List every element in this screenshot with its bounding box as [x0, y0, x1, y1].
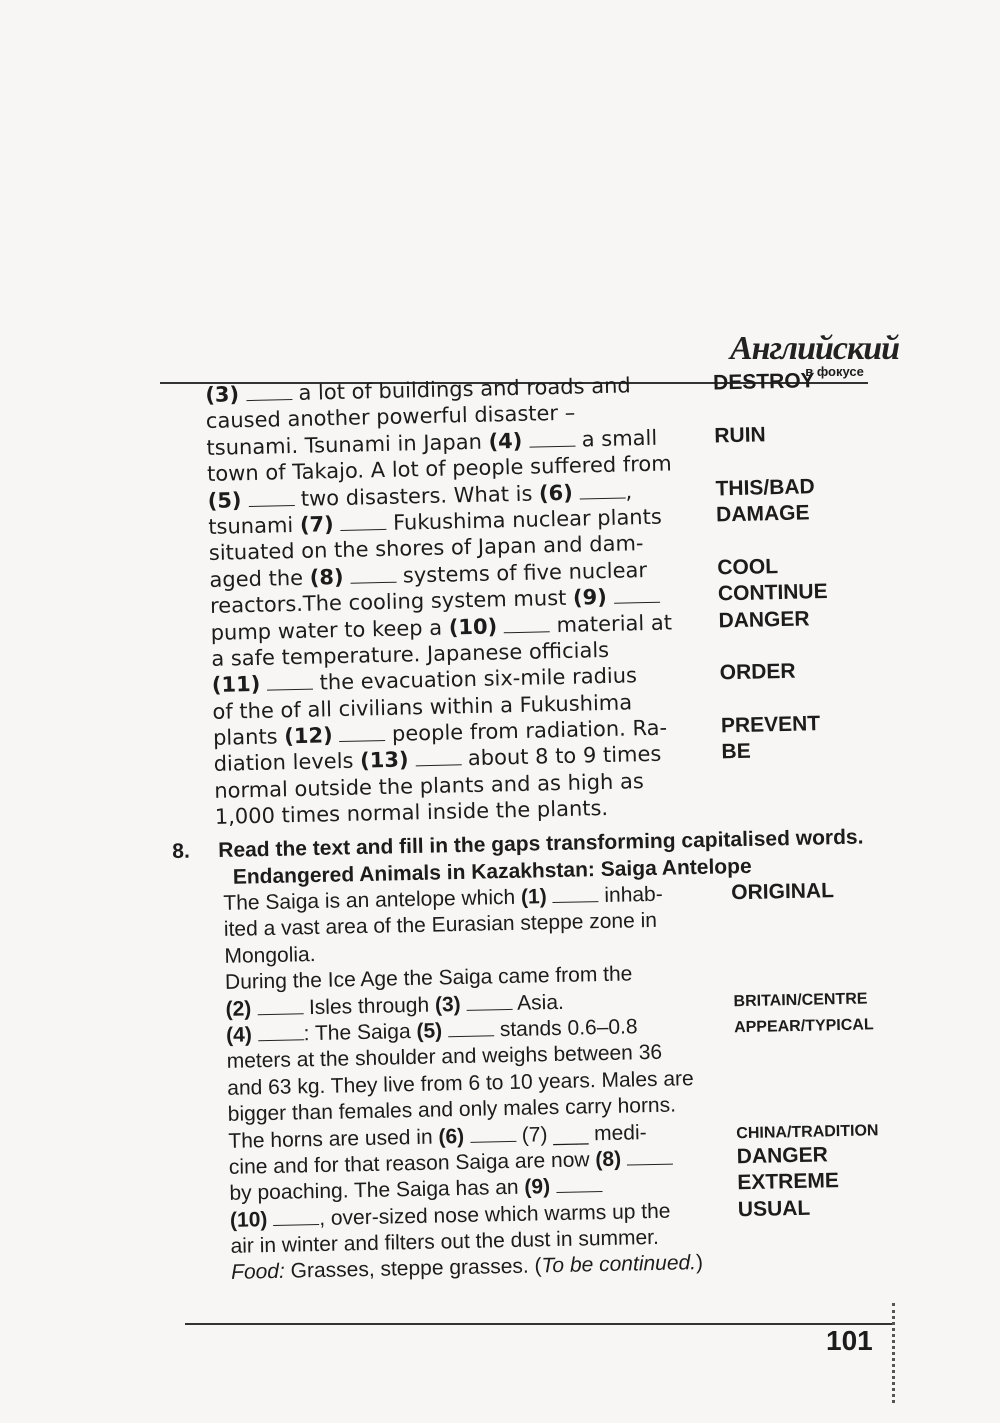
line-segment: Mongolia. [224, 942, 316, 968]
keyword-capitalised: BE [721, 740, 751, 764]
line-segment: meters at the shoulder and weighs between 36 [226, 1041, 663, 1074]
line-segment: reactors.The cooling system must [209, 585, 574, 619]
gap-number: (4) [488, 428, 523, 454]
keyword-capitalised: DANGER [718, 606, 810, 632]
keyword-capitalised: EXTREME [737, 1169, 840, 1195]
line-segment: , over-sized nose which warms up the [318, 1199, 671, 1230]
gap-number: (6) [538, 480, 574, 506]
line-segment: a safe temperature. Japanese officials [211, 637, 610, 671]
blank-gap[interactable] [257, 995, 303, 1015]
text-title: Endangered Animals in Kazakhstan: Saiga Antelope [232, 854, 752, 889]
line-segment: Fukushima nuclear plants [386, 504, 663, 535]
line-segment: pump water to keep a [210, 615, 450, 645]
line-segment: cine and for that reason Saiga are now [228, 1148, 596, 1179]
line-segment: The Saiga is an antelope which [223, 885, 522, 915]
keyword-capitalised: DANGER [736, 1143, 829, 1169]
line-segment: town of Takajo. A lot of people suffered from [206, 451, 672, 487]
line-segment: , [625, 478, 633, 504]
line-segment: : The Saiga [303, 1019, 417, 1046]
page-number: 101 [826, 1325, 873, 1356]
keyword-capitalised: COOL [717, 554, 779, 580]
keyword-capitalised: DAMAGE [715, 501, 810, 527]
line-segment: tsunami [208, 512, 301, 539]
line-segment: systems of five nuclear [395, 557, 648, 588]
blank-gap[interactable] [257, 1021, 303, 1041]
gap-number: (8) [595, 1147, 622, 1172]
blank-gap[interactable] [267, 671, 313, 691]
dotted-edge [892, 1303, 899, 1403]
gap-number: (9) [524, 1175, 551, 1199]
blank-gap[interactable] [627, 1145, 673, 1165]
keyword-capitalised: ORIGINAL [731, 879, 835, 905]
line-segment: During the Ice Age the Saiga came from the [224, 962, 633, 995]
line-segment: caused another powerful disaster – [205, 401, 576, 434]
line-segment: a lot of buildings and roads and [291, 373, 631, 406]
line-segment: The horns are used in [228, 1125, 439, 1153]
keyword-capitalised: CHINA/TRADITION [736, 1121, 879, 1142]
line-segment: about 8 to 9 times [460, 742, 662, 771]
line-segment: a small [574, 425, 658, 452]
gap-number: (10) [448, 613, 498, 640]
exercise-7-text [205, 367, 855, 830]
line-segment: tsunami. Tsunami in Japan [206, 429, 489, 460]
blank-gap[interactable] [613, 584, 659, 604]
line-segment: by poaching. The Saiga has an [229, 1175, 525, 1206]
blank-gap[interactable] [273, 1206, 319, 1226]
line-segment: Asia. [512, 990, 565, 1015]
keyword-capitalised: DESTROY [712, 369, 815, 395]
instruction-text: Read the text and fill in the gaps transforming capitalised words. [218, 825, 864, 863]
line-segment: two disasters. What is [293, 481, 540, 511]
keyword-capitalised: ORDER [719, 659, 796, 685]
line-segment: ited a vast area of the Eurasian steppe zone in [223, 909, 658, 942]
line-segment: material at [549, 609, 673, 637]
food-label: Food: [230, 1260, 286, 1285]
keyword-capitalised: CONTINUE [717, 580, 828, 606]
line-segment: and 63 kg. They live from 6 to 10 years. Males are [227, 1066, 694, 1100]
gap-number: (9) [572, 585, 608, 610]
keyword-capitalised: USUAL [737, 1196, 811, 1221]
gap-number: (13) [359, 747, 409, 774]
blank-gap[interactable] [339, 722, 385, 742]
blank-gap[interactable] [350, 563, 396, 583]
line-segment: bigger than females and only males carry horns. [227, 1093, 677, 1127]
gap-number: (5) [416, 1019, 443, 1043]
blank-gap[interactable] [529, 427, 575, 447]
blank-gap[interactable] [470, 1122, 516, 1142]
gap-number: (8) [309, 564, 344, 590]
line-segment: 1,000 times normal inside the plants. [214, 796, 609, 830]
keyword-capitalised: RUIN [714, 423, 766, 448]
gap-number: (4) [225, 1023, 253, 1047]
blank-gap[interactable] [340, 511, 386, 531]
blank-gap[interactable] [579, 479, 625, 499]
blank-gap[interactable] [556, 1173, 602, 1193]
line-segment: inhab- [598, 882, 663, 908]
exercise-8 [172, 823, 907, 1288]
keyword-capitalised: BRITAIN/CENTRE [733, 990, 868, 1010]
line-segment: normal outside the plants and as high as [214, 769, 645, 803]
gap-number: (1) [520, 885, 547, 909]
gap-number: (7) [299, 512, 334, 537]
keyword-capitalised: APPEAR/TYPICAL [733, 1016, 874, 1037]
logo-subtitle: в фокусе [805, 364, 864, 379]
blank-gap[interactable] [466, 990, 512, 1010]
line-segment: Isles through [302, 993, 436, 1019]
blank-gap[interactable] [448, 1017, 494, 1037]
gap-number: (3) [434, 992, 461, 1017]
line-segment: aged the [209, 565, 310, 592]
keyword-capitalised: PREVENT [720, 712, 821, 738]
line-segment: (7) ___ medi- [515, 1120, 647, 1147]
exercise-number: 8. [172, 839, 191, 863]
food-text: Grasses, steppe grasses. ( [284, 1254, 542, 1284]
line-segment: the evacuation six-mile radius [312, 663, 638, 695]
blank-gap[interactable] [246, 381, 292, 401]
exercise-8-text [173, 877, 907, 1288]
line-segment: air in winter and filters out the dust in summer. [230, 1225, 660, 1258]
line-segment: plants [212, 724, 285, 750]
blank-gap[interactable] [248, 487, 294, 507]
blank-gap[interactable] [504, 613, 550, 633]
closing-paren: ) [695, 1251, 704, 1275]
footer-rule [185, 1323, 893, 1325]
gap-number: (3) [205, 382, 240, 407]
line-segment: diation levels [213, 749, 361, 777]
line-segment: stands 0.6–0.8 [493, 1015, 638, 1042]
line-segment: situated on the shores of Japan and dam- [208, 531, 644, 566]
logo-title: Английский [730, 330, 900, 367]
gap-number: (2) [225, 996, 252, 1021]
gap-number: (11) [211, 672, 261, 698]
gap-number: (6) [438, 1124, 465, 1148]
blank-gap[interactable] [415, 747, 461, 767]
gap-number: (5) [207, 487, 242, 513]
gap-number: (12) [283, 723, 333, 749]
line-segment: people from radiation. Ra- [385, 715, 668, 747]
keyword-capitalised: THIS/BAD [715, 474, 815, 501]
line-segment: of the of all civilians within a Fukushima [212, 690, 633, 724]
gap-number: (10) [229, 1207, 268, 1232]
continued-note: To be continued. [541, 1251, 697, 1278]
blank-gap[interactable] [552, 883, 598, 903]
